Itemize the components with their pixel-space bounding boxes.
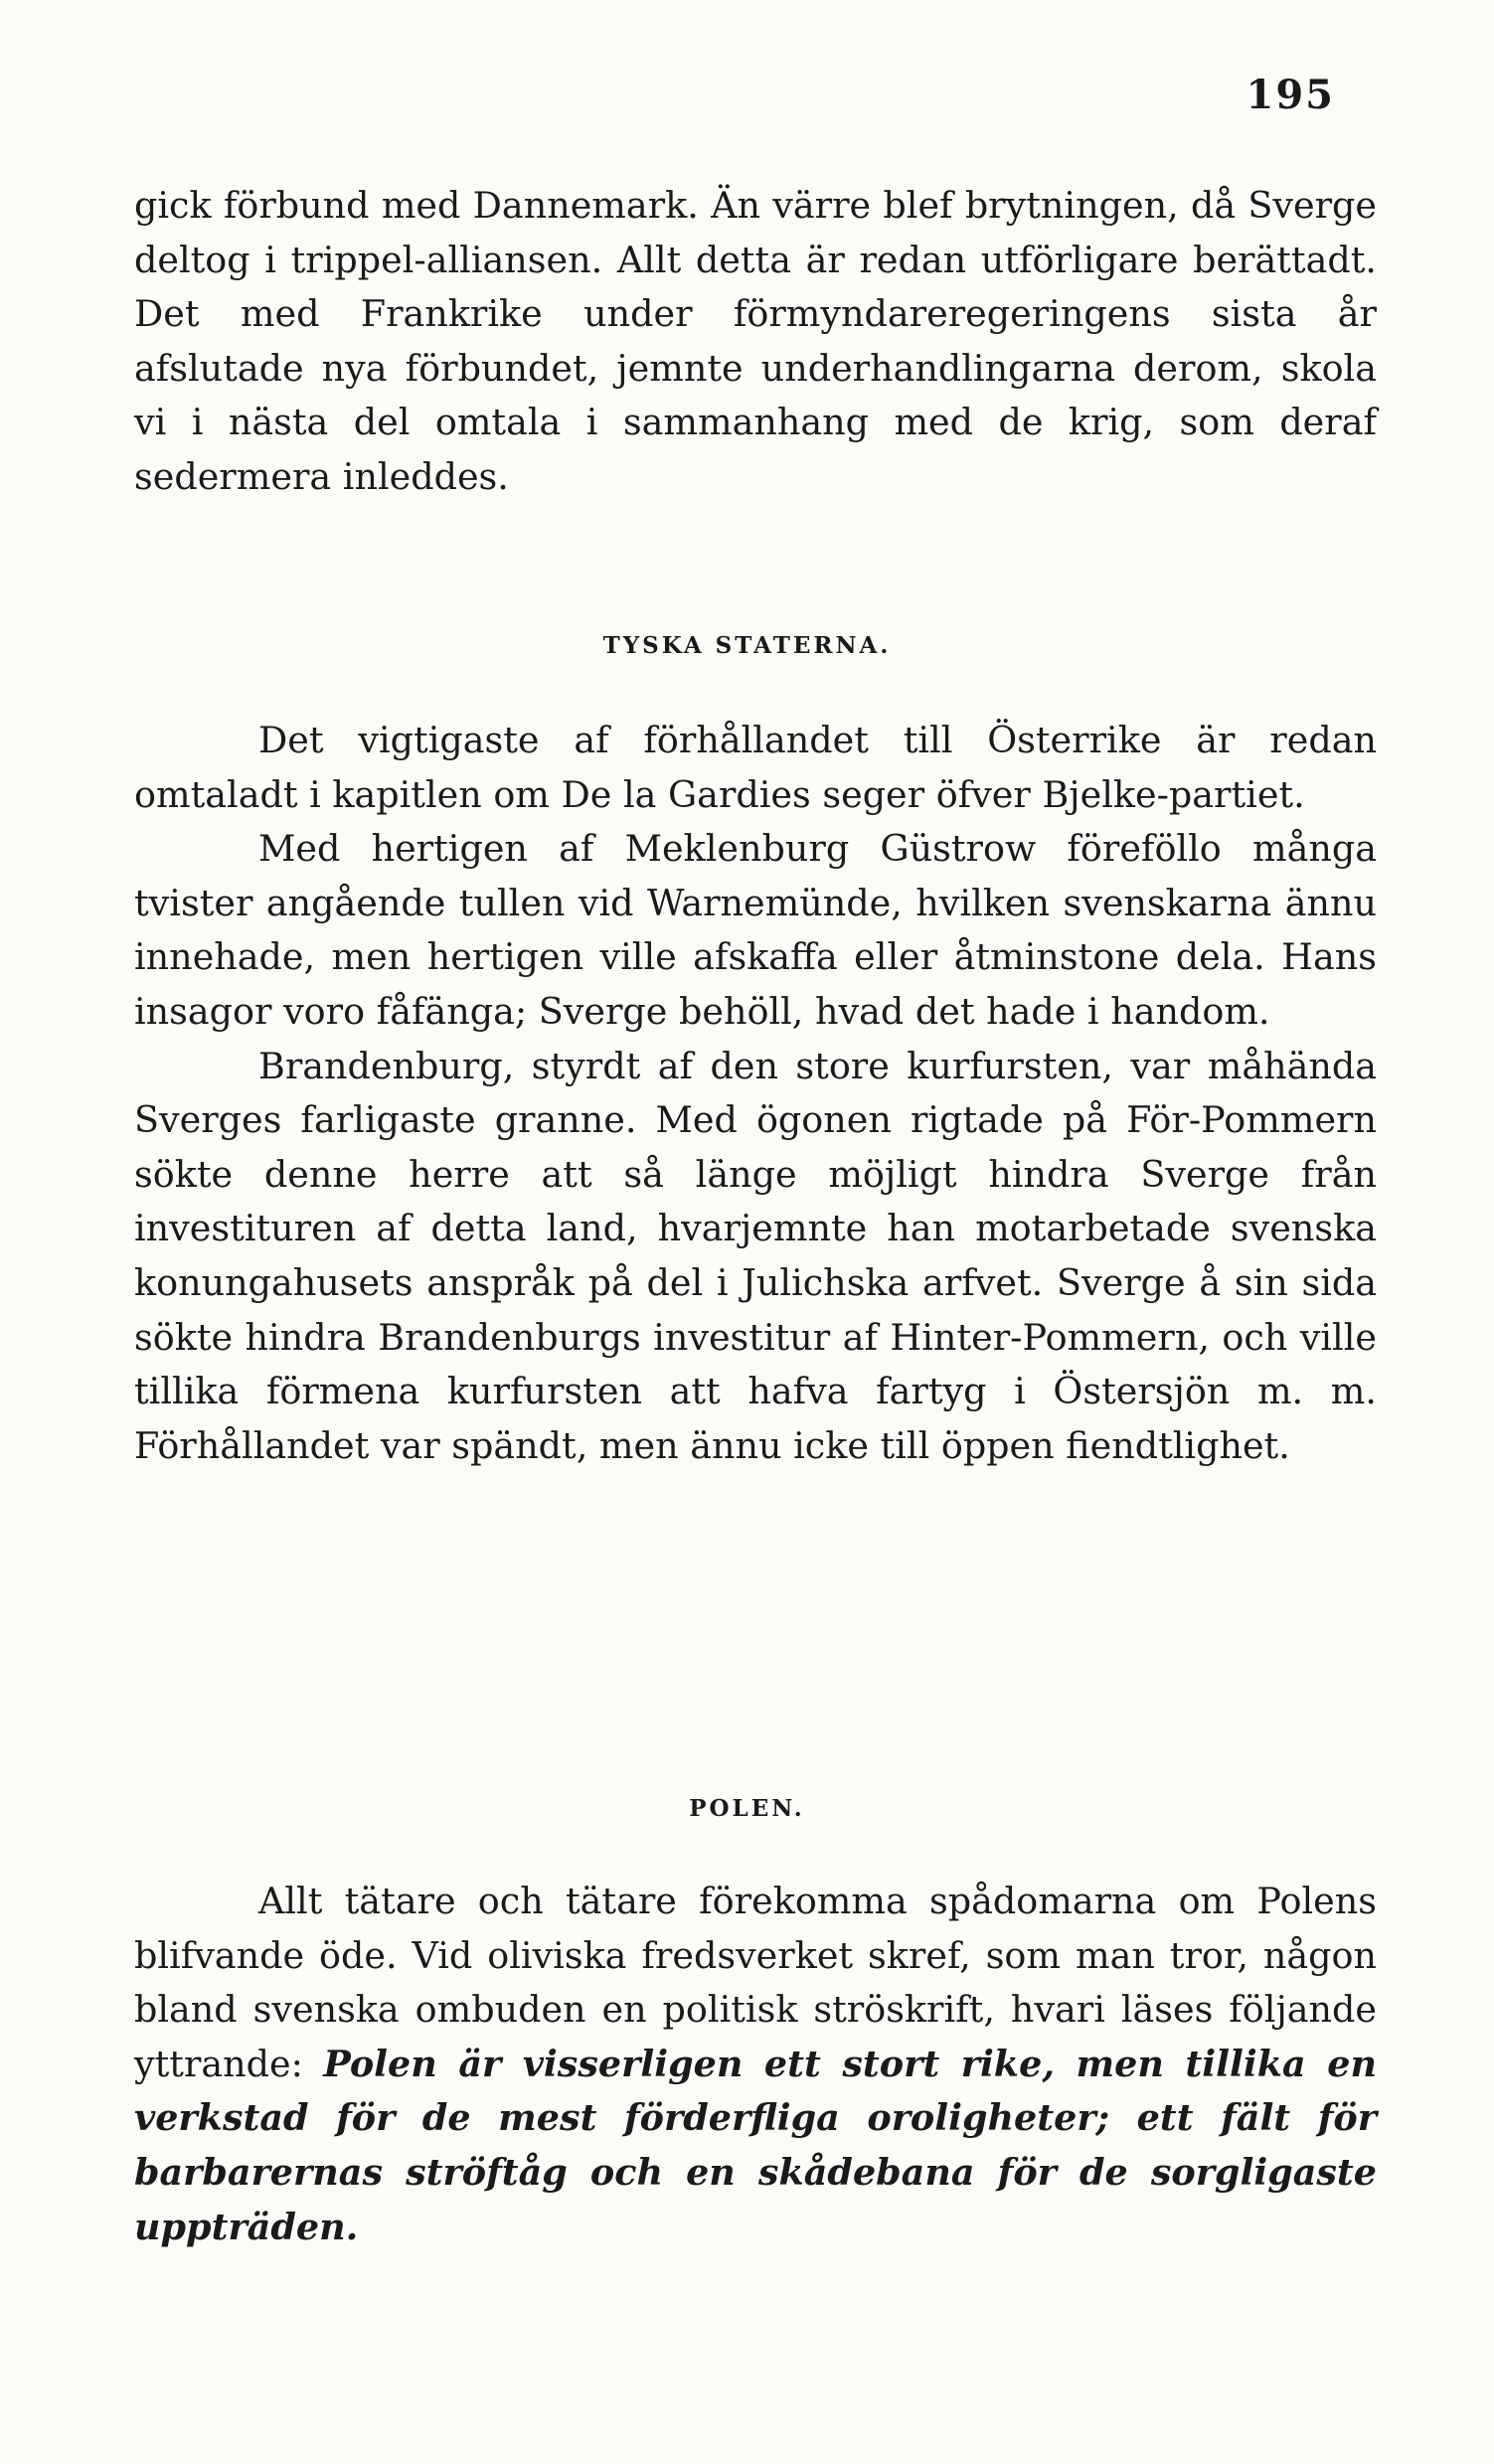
section-2-text-block <box>134 1875 1377 2254</box>
paragraph-polen-quote: Polen är visserligen ett stort rike, men tillika en verkstad för de mest förderfliga oroligheter; ett fält för barbarernas ströftåg och en skådebana för de sorgligaste uppträden. <box>134 2042 1377 2248</box>
section-heading-tyska-staterna: TYSKA STATERNA. <box>602 632 892 659</box>
page-number: 195 <box>1245 72 1335 118</box>
intro-paragraph: gick förbund med Dannemark. Än värre blef brytningen, då Sverge deltog i trippel-alliansen. Allt detta är redan utförligare berättadt. Det med Frankrike under förmyndareregeringens sista år afslutade nya förbundet, jemnte underhandlingarna derom, skola vi i nästa del omtala i sammanhang med de krig, som deraf sedermera inleddes. <box>134 184 1377 498</box>
section-1-text-block <box>134 714 1377 1473</box>
paragraph-brandenburg: Brandenburg, styrdt af den store kurfursten, var måhända Sverges farligaste granne. Med ögonen rigtade på För-Pommern sökte denne herre att så länge möjligt hindra Sverge från investituren af detta land, hvarjemnte han motarbetade svenska konungahusets anspråk på del i Julichska arfvet. Sverge å sin sida sökte hindra Brandenburgs investitur af Hinter-Pommern, och ville tillika förmena kurfursten att hafva fartyg i Östersjön m. m. Förhållandet var spändt, men ännu icke till öppen fiendtlighet. <box>134 1044 1377 1467</box>
paragraph-austria: Det vigtigaste af förhållandet till Österrike är redan omtaladt i kapitlen om De la Gardies seger öfver Bjelke-partiet. <box>134 719 1377 816</box>
paragraph-polen-lead: Allt tätare och tätare förekomma spådomarna om Polens blifvande öde. Vid oliviska fredsverket skref, som man tror, någon bland svenska ombuden en politisk ströskrift, hvari läses följande yttrande: <box>134 1880 1377 2085</box>
section-heading-polen: POLEN. <box>689 1795 805 1822</box>
intro-text-block <box>134 179 1377 505</box>
paragraph-polen <box>134 1875 1377 2254</box>
paragraph-meklenburg: Med hertigen af Meklenburg Güstrow föreföllo många tvister angående tullen vid Warnemünde, hvilken svenskarna ännu innehade, men hertigen ville afskaffa eller åtminstone dela. Hans insagor voro fåfänga; Sverge behöll, hvad det hade i handom. <box>134 827 1377 1033</box>
